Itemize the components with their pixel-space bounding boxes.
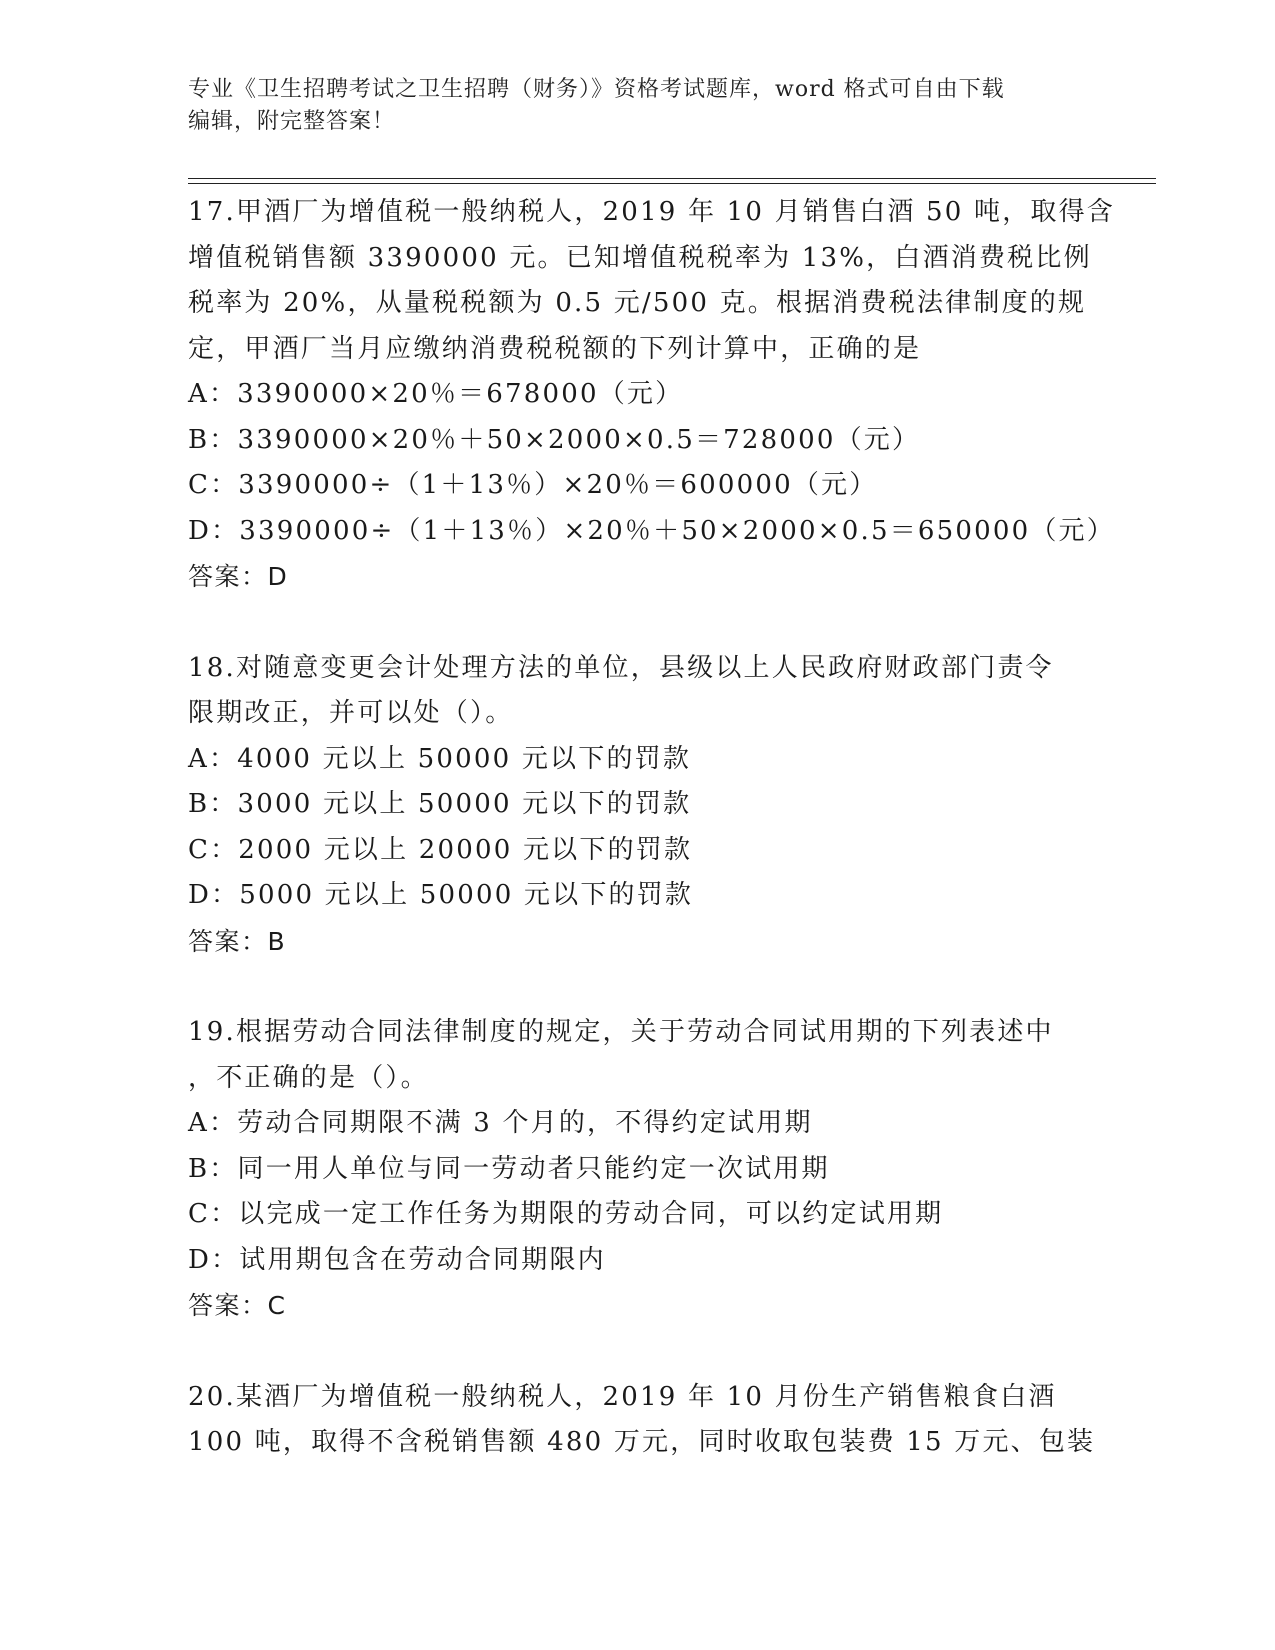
question-text-line: 定，甲酒厂当月应缴纳消费税税额的下列计算中，正确的是 — [188, 333, 922, 364]
option-d: D：试用期包含在劳动合同期限内 — [188, 1244, 606, 1275]
answer-label: 答案：D — [188, 562, 289, 591]
option-d: D：5000 元以上 50000 元以下的罚款 — [188, 880, 694, 910]
header-line-2: 编辑，附完整答案！ — [188, 109, 396, 134]
document-header — [188, 74, 1088, 138]
option-b: B：同一用人单位与同一劳动者只能约定一次试用期 — [188, 1153, 830, 1184]
question-list — [188, 190, 1116, 1512]
option-b: B：3000 元以上 50000 元以下的罚款 — [188, 789, 692, 819]
question-text-line: 18.对随意变更会计处理方法的单位，县级以上人民政府财政部门责令 — [188, 652, 1054, 683]
option-c: C：以完成一定工作任务为期限的劳动合同，可以约定试用期 — [188, 1199, 944, 1229]
question-18 — [188, 646, 1088, 965]
answer-label: 答案：B — [188, 926, 287, 956]
question-text-line: 19.根据劳动合同法律制度的规定，关于劳动合同试用期的下列表述中 — [188, 1017, 1054, 1047]
question-17 — [188, 190, 1116, 600]
question-text-line: 限期改正，并可以处（）。 — [188, 698, 514, 728]
option-a: A：3390000×20％＝678000（元） — [188, 379, 684, 409]
answer-label: 答案：C — [188, 1291, 287, 1320]
question-text-line: 100 吨，取得不含税销售额 480 万元，同时收取包装费 15 万元、包装 — [188, 1427, 1096, 1457]
option-c: C：2000 元以上 20000 元以下的罚款 — [188, 834, 693, 865]
question-text-line: 17.甲酒厂为增值税一般纳税人，2019 年 10 月销售白酒 50 吨，取得含 — [188, 197, 1116, 227]
question-text-line: 税率为 20%，从量税税额为 0.5 元/500 克。根据消费税法律制度的规 — [188, 288, 1087, 318]
question-text-line: 20.某酒厂为增值税一般纳税人，2019 年 10 月份生产销售粮食白酒 — [188, 1381, 1057, 1412]
question-text-line: 增值税销售额 3390000 元。已知增值税税率为 13%，白酒消费税比例 — [188, 242, 1092, 273]
question-19 — [188, 1010, 1088, 1329]
option-d: D：3390000÷（1＋13％）×20％＋50×2000×0.5＝650000（元） — [188, 515, 1115, 546]
question-20 — [188, 1375, 1096, 1466]
header-line-1: 专业《卫生招聘考试之卫生招聘（财务）》资格考试题库，word 格式可自由下载 — [188, 77, 1005, 102]
option-a: A：4000 元以上 50000 元以下的罚款 — [188, 743, 692, 774]
option-a: A：劳动合同期限不满 3 个月的，不得约定试用期 — [188, 1108, 813, 1138]
option-b: B：3390000×20％＋50×2000×0.5＝728000（元） — [188, 424, 921, 455]
question-text-line: ，不正确的是（）。 — [188, 1062, 429, 1093]
header-divider-top — [188, 178, 1156, 179]
header-divider-bottom — [188, 183, 1156, 184]
option-c: C：3390000÷（1＋13％）×20％＝600000（元） — [188, 470, 878, 500]
